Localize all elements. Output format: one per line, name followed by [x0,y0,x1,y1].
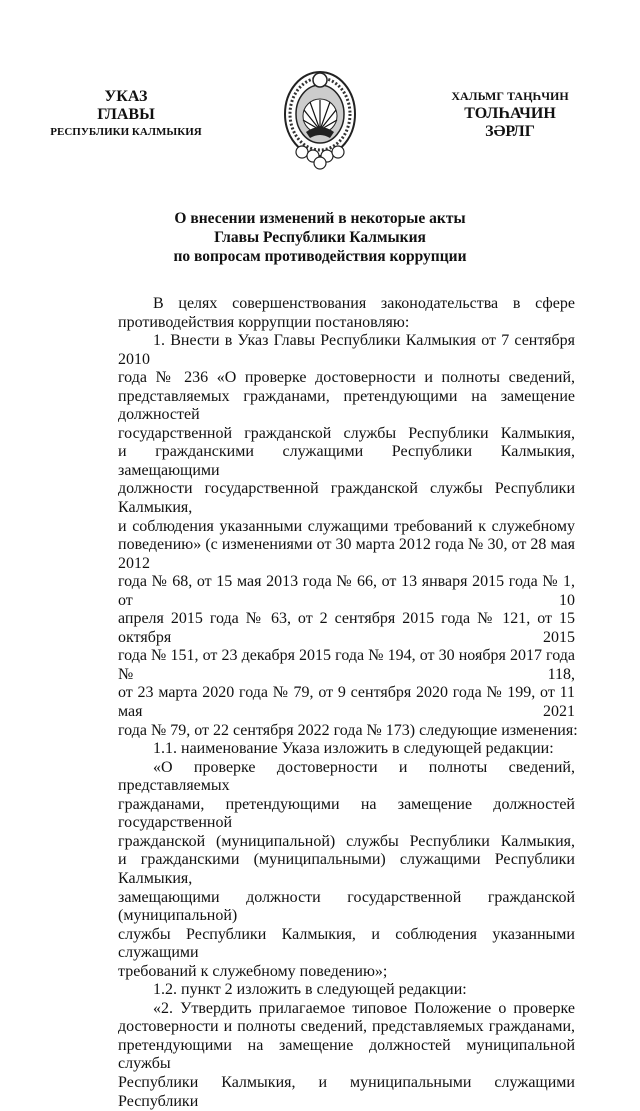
document-body [118,295,578,1111]
text-line: гражданской (муниципальной) службы Республики Калмыкия, [118,832,575,850]
header-right [410,88,610,141]
header-right-line3: ЗӘРЛГ [485,123,535,140]
text-line: «О проверке достоверности и полноты сведений, представляемых [118,758,575,795]
text-line: службы Республики Калмыкия, и соблюдения указанными служащими [118,925,575,962]
header-left-line2: ГЛАВЫ [97,106,155,123]
header-left-line1: УКАЗ [104,88,148,105]
text-line: апреля 2015 года № 63, от 2 сентября 2015 года № 121, от 15 октября 2015 [118,610,575,646]
text-line: года № 68, от 15 мая 2013 года № 66, от 13 января 2015 года № 1, от 10 [118,573,575,609]
header-right-line1: ХАЛЬМГ ТАҢҺЧИН [451,89,569,103]
text-line: и соблюдения указанными служащими требований к служебному [118,517,575,535]
text-line: и гражданскими (муниципальными) служащими Республики Калмыкия, [118,851,575,887]
text-line: 1. Внести в Указ Главы Республики Калмыкия от 7 сентября 2010 [118,332,575,368]
title-line: по вопросам противодействия коррупции [173,248,467,265]
header-right-line2: ТОЛҺАЧИН [464,105,556,122]
text-line: года № 79, от 22 сентября 2022 года № 173) следующие изменения: [118,721,578,739]
text-line: достоверности и полноты сведений, представляемых гражданами, [118,1018,575,1036]
text-line: представляемых гражданами, претендующими на замещение должностей [118,387,575,424]
text-line: претендующими на замещение должностей муниципальной службы [118,1036,575,1073]
text-line: от 23 марта 2020 года № 79, от 9 сентября 2020 года № 199, от 11 мая 2021 [118,684,575,721]
text-line: Республики Калмыкия, и муниципальными служащими Республики [118,1073,575,1110]
text-line: «2. Утвердить прилагаемое типовое Положение о проверке [153,999,575,1017]
text-line: требований к служебному поведению»; [118,962,388,980]
text-line: В целях совершенствования законодательства в сфере [153,295,575,312]
document-title [120,209,520,266]
header-left-line3: РЕСПУБЛИКИ КАЛМЫКИЯ [50,126,202,138]
title-line: Главы Республики Калмыкия [214,229,426,246]
text-line: замещающими должности государственной гражданской (муниципальной) [118,888,575,925]
text-line: поведению» (с изменениями от 30 марта 2012 года № 30, от 28 мая 2012 [118,536,575,572]
text-line: года № 151, от 23 декабря 2015 года № 194, от 30 ноября 2017 года № 118, [118,647,575,683]
text-line: должности государственной гражданской службы Республики Калмыкия, [118,480,575,517]
text-line: гражданами, претендующими на замещение должностей государственной [118,795,575,832]
text-line: 1.2. пункт 2 изложить в следующей редакции: [153,981,467,999]
header-left [26,88,226,141]
text-line: государственной гражданской службы Республики Калмыкия, [118,424,575,442]
text-line: года № 236 «О проверке достоверности и полноты сведений, [118,369,575,387]
text-line: 1.1. наименование Указа изложить в следующей редакции: [153,740,554,758]
text-line: противодействия коррупции постановляю: [118,313,410,331]
coat-of-arms-emblem-icon [282,70,358,170]
text-line: и гражданскими служащими Республики Калмыкия, замещающими [118,443,575,479]
title-line: О внесении изменений в некоторые акты [174,210,466,227]
